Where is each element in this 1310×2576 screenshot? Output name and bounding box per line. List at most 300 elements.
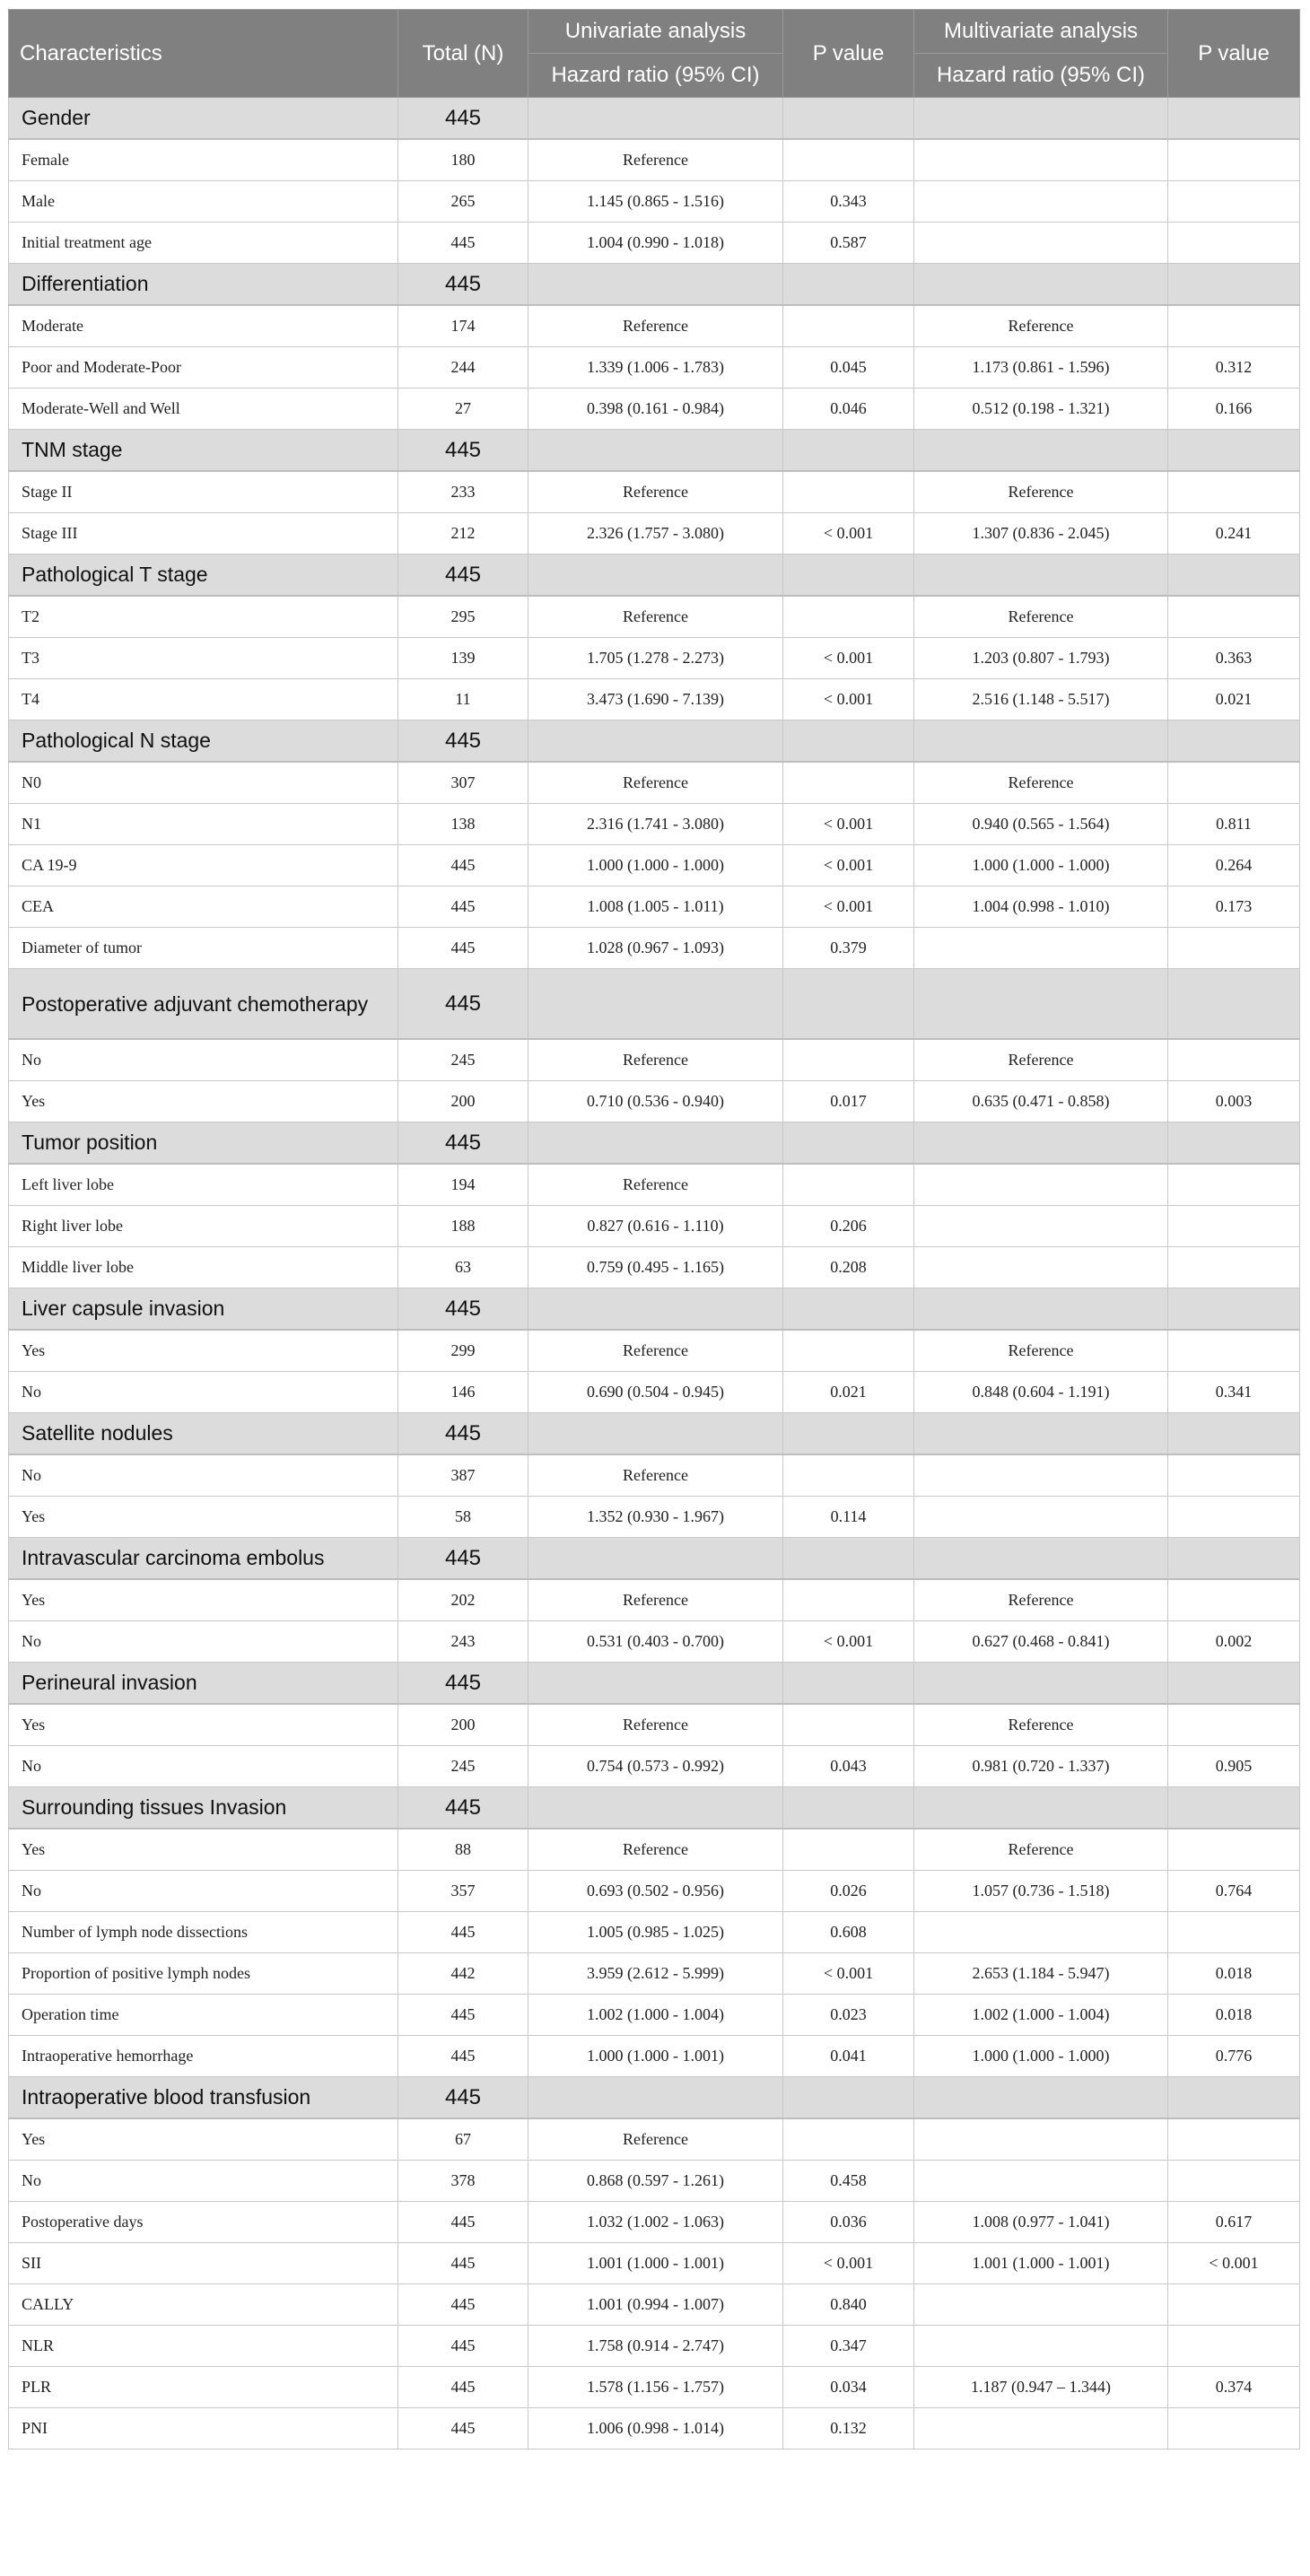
univariate-p-value-cell: 0.132 bbox=[783, 2408, 914, 2449]
multivariate-p-value-cell bbox=[1168, 596, 1300, 638]
table-row bbox=[9, 2243, 1300, 2284]
group-header-row bbox=[9, 969, 1300, 1040]
characteristic-cell: N1 bbox=[9, 804, 398, 845]
univariate-p-value-cell: < 0.001 bbox=[783, 679, 914, 720]
total-n-cell: 445 bbox=[398, 1538, 528, 1580]
header-univariate: Univariate analysis bbox=[528, 10, 783, 54]
total-n-cell: 445 bbox=[398, 554, 528, 597]
multivariate-p-value-cell bbox=[1168, 181, 1300, 223]
univariate-hazard-ratio-cell: Reference bbox=[528, 1454, 783, 1497]
characteristic-cell: Stage II bbox=[9, 471, 398, 513]
multivariate-hazard-ratio-cell bbox=[914, 1288, 1168, 1331]
univariate-hazard-ratio-cell: 3.959 (2.612 - 5.999) bbox=[528, 1953, 783, 1995]
table-row bbox=[9, 2284, 1300, 2326]
univariate-hazard-ratio-cell: Reference bbox=[528, 1579, 783, 1621]
characteristic-cell: Diameter of tumor bbox=[9, 928, 398, 969]
total-n-cell: 445 bbox=[398, 2284, 528, 2326]
univariate-p-value-cell: 0.036 bbox=[783, 2202, 914, 2243]
characteristic-cell: NLR bbox=[9, 2326, 398, 2367]
table-row bbox=[9, 804, 1300, 845]
multivariate-hazard-ratio-cell bbox=[914, 2408, 1168, 2449]
multivariate-p-value-cell bbox=[1168, 1330, 1300, 1372]
table-row bbox=[9, 1621, 1300, 1663]
univariate-hazard-ratio-cell bbox=[528, 264, 783, 306]
total-n-cell: 445 bbox=[398, 2408, 528, 2449]
univariate-p-value-cell bbox=[783, 1330, 914, 1372]
characteristic-cell: Yes bbox=[9, 1704, 398, 1746]
univariate-hazard-ratio-cell: 0.868 (0.597 - 1.261) bbox=[528, 2161, 783, 2202]
characteristic-cell: No bbox=[9, 1372, 398, 1413]
total-n-cell: 387 bbox=[398, 1454, 528, 1497]
characteristic-cell: Pathological T stage bbox=[9, 554, 398, 597]
multivariate-hazard-ratio-cell bbox=[914, 1247, 1168, 1288]
total-n-cell: 307 bbox=[398, 762, 528, 804]
univariate-p-value-cell bbox=[783, 969, 914, 1040]
univariate-p-value-cell: 0.021 bbox=[783, 1372, 914, 1413]
multivariate-p-value-cell bbox=[1168, 1164, 1300, 1206]
univariate-hazard-ratio-cell bbox=[528, 1663, 783, 1705]
group-header-row bbox=[9, 98, 1300, 140]
characteristic-cell: T3 bbox=[9, 638, 398, 679]
table-row bbox=[9, 181, 1300, 223]
table-row bbox=[9, 1995, 1300, 2036]
multivariate-hazard-ratio-cell: 0.940 (0.565 - 1.564) bbox=[914, 804, 1168, 845]
multivariate-hazard-ratio-cell bbox=[914, 969, 1168, 1040]
univariate-hazard-ratio-cell bbox=[528, 720, 783, 763]
total-n-cell: 445 bbox=[398, 2367, 528, 2408]
header-multivariate-p-value: P value bbox=[1168, 10, 1300, 98]
multivariate-hazard-ratio-cell bbox=[914, 1206, 1168, 1247]
multivariate-p-value-cell bbox=[1168, 471, 1300, 513]
univariate-p-value-cell: 0.347 bbox=[783, 2326, 914, 2367]
header-univariate-hazard-ratio: Hazard ratio (95% CI) bbox=[528, 54, 783, 98]
table-body bbox=[9, 98, 1300, 2449]
multivariate-hazard-ratio-cell bbox=[914, 1787, 1168, 1829]
characteristic-cell: No bbox=[9, 1746, 398, 1787]
characteristic-cell: SII bbox=[9, 2243, 398, 2284]
table-row bbox=[9, 1330, 1300, 1372]
total-n-cell: 442 bbox=[398, 1953, 528, 1995]
univariate-hazard-ratio-cell: 2.316 (1.741 - 3.080) bbox=[528, 804, 783, 845]
multivariate-hazard-ratio-cell bbox=[914, 1538, 1168, 1580]
multivariate-hazard-ratio-cell bbox=[914, 181, 1168, 223]
table-row bbox=[9, 223, 1300, 264]
characteristic-cell: Postoperative adjuvant chemotherapy bbox=[9, 969, 398, 1040]
univariate-p-value-cell bbox=[783, 305, 914, 347]
univariate-p-value-cell: < 0.001 bbox=[783, 886, 914, 928]
table-row bbox=[9, 1746, 1300, 1787]
multivariate-hazard-ratio-cell: 1.000 (1.000 - 1.000) bbox=[914, 845, 1168, 886]
univariate-hazard-ratio-cell: 1.001 (1.000 - 1.001) bbox=[528, 2243, 783, 2284]
multivariate-p-value-cell bbox=[1168, 139, 1300, 181]
characteristic-cell: Intraoperative hemorrhage bbox=[9, 2036, 398, 2077]
multivariate-p-value-cell: 0.018 bbox=[1168, 1953, 1300, 1995]
multivariate-p-value-cell bbox=[1168, 1787, 1300, 1829]
univariate-p-value-cell bbox=[783, 1829, 914, 1871]
table-row bbox=[9, 1164, 1300, 1206]
multivariate-p-value-cell: 0.776 bbox=[1168, 2036, 1300, 2077]
multivariate-p-value-cell: 0.363 bbox=[1168, 638, 1300, 679]
total-n-cell: 445 bbox=[398, 720, 528, 763]
univariate-hazard-ratio-cell: Reference bbox=[528, 1330, 783, 1372]
characteristic-cell: Yes bbox=[9, 1497, 398, 1538]
univariate-p-value-cell: 0.026 bbox=[783, 1871, 914, 1912]
univariate-p-value-cell bbox=[783, 2077, 914, 2119]
univariate-p-value-cell: < 0.001 bbox=[783, 1621, 914, 1663]
table-row bbox=[9, 2118, 1300, 2161]
total-n-cell: 200 bbox=[398, 1081, 528, 1122]
characteristic-cell: Operation time bbox=[9, 1995, 398, 2036]
multivariate-hazard-ratio-cell bbox=[914, 98, 1168, 140]
table-row bbox=[9, 2036, 1300, 2077]
total-n-cell: 200 bbox=[398, 1704, 528, 1746]
multivariate-hazard-ratio-cell bbox=[914, 2161, 1168, 2202]
group-header-row bbox=[9, 1413, 1300, 1455]
multivariate-p-value-cell bbox=[1168, 1206, 1300, 1247]
multivariate-hazard-ratio-cell bbox=[914, 1663, 1168, 1705]
multivariate-hazard-ratio-cell: 0.635 (0.471 - 0.858) bbox=[914, 1081, 1168, 1122]
table-row bbox=[9, 1454, 1300, 1497]
univariate-hazard-ratio-cell: 1.339 (1.006 - 1.783) bbox=[528, 347, 783, 389]
univariate-hazard-ratio-cell: Reference bbox=[528, 1039, 783, 1081]
univariate-p-value-cell bbox=[783, 1704, 914, 1746]
univariate-p-value-cell: 0.587 bbox=[783, 223, 914, 264]
univariate-p-value-cell: 0.034 bbox=[783, 2367, 914, 2408]
multivariate-p-value-cell: < 0.001 bbox=[1168, 2243, 1300, 2284]
characteristic-cell: Satellite nodules bbox=[9, 1413, 398, 1455]
total-n-cell: 58 bbox=[398, 1497, 528, 1538]
group-header-row bbox=[9, 1663, 1300, 1705]
total-n-cell: 445 bbox=[398, 1122, 528, 1165]
multivariate-hazard-ratio-cell: 1.008 (0.977 - 1.041) bbox=[914, 2202, 1168, 2243]
univariate-hazard-ratio-cell: 0.690 (0.504 - 0.945) bbox=[528, 1372, 783, 1413]
multivariate-hazard-ratio-cell bbox=[914, 1413, 1168, 1455]
header-multivariate-hazard-ratio: Hazard ratio (95% CI) bbox=[914, 54, 1168, 98]
group-header-row bbox=[9, 720, 1300, 763]
univariate-p-value-cell: 0.208 bbox=[783, 1247, 914, 1288]
univariate-p-value-cell bbox=[783, 2118, 914, 2161]
multivariate-hazard-ratio-cell: Reference bbox=[914, 1039, 1168, 1081]
univariate-hazard-ratio-cell: 0.759 (0.495 - 1.165) bbox=[528, 1247, 783, 1288]
total-n-cell: 445 bbox=[398, 1787, 528, 1829]
multivariate-p-value-cell bbox=[1168, 98, 1300, 140]
multivariate-hazard-ratio-cell bbox=[914, 430, 1168, 472]
total-n-cell: 445 bbox=[398, 928, 528, 969]
multivariate-p-value-cell bbox=[1168, 1912, 1300, 1953]
multivariate-p-value-cell bbox=[1168, 1413, 1300, 1455]
total-n-cell: 445 bbox=[398, 1995, 528, 2036]
univariate-p-value-cell bbox=[783, 430, 914, 472]
characteristic-cell: Male bbox=[9, 181, 398, 223]
table-row bbox=[9, 347, 1300, 389]
multivariate-hazard-ratio-cell: Reference bbox=[914, 471, 1168, 513]
univariate-p-value-cell bbox=[783, 471, 914, 513]
univariate-hazard-ratio-cell bbox=[528, 554, 783, 597]
characteristic-cell: Number of lymph node dissections bbox=[9, 1912, 398, 1953]
characteristic-cell: Surrounding tissues Invasion bbox=[9, 1787, 398, 1829]
table-row bbox=[9, 1372, 1300, 1413]
table-row bbox=[9, 139, 1300, 181]
univariate-hazard-ratio-cell bbox=[528, 1413, 783, 1455]
table-header bbox=[9, 10, 1300, 98]
multivariate-p-value-cell bbox=[1168, 305, 1300, 347]
univariate-p-value-cell: 0.608 bbox=[783, 1912, 914, 1953]
table-row bbox=[9, 1039, 1300, 1081]
multivariate-hazard-ratio-cell: 0.981 (0.720 - 1.337) bbox=[914, 1746, 1168, 1787]
multivariate-hazard-ratio-cell: 0.848 (0.604 - 1.191) bbox=[914, 1372, 1168, 1413]
characteristic-cell: Initial treatment age bbox=[9, 223, 398, 264]
total-n-cell: 146 bbox=[398, 1372, 528, 1413]
multivariate-p-value-cell bbox=[1168, 1247, 1300, 1288]
multivariate-hazard-ratio-cell bbox=[914, 223, 1168, 264]
table-row bbox=[9, 886, 1300, 928]
univariate-hazard-ratio-cell: 1.000 (1.000 - 1.000) bbox=[528, 845, 783, 886]
univariate-hazard-ratio-cell bbox=[528, 969, 783, 1040]
univariate-hazard-ratio-cell bbox=[528, 1288, 783, 1331]
characteristic-cell: No bbox=[9, 2161, 398, 2202]
multivariate-hazard-ratio-cell: Reference bbox=[914, 762, 1168, 804]
table-row bbox=[9, 2408, 1300, 2449]
univariate-p-value-cell: 0.379 bbox=[783, 928, 914, 969]
characteristic-cell: Intraoperative blood transfusion bbox=[9, 2077, 398, 2119]
univariate-hazard-ratio-cell bbox=[528, 1538, 783, 1580]
multivariate-p-value-cell bbox=[1168, 1704, 1300, 1746]
characteristic-cell: TNM stage bbox=[9, 430, 398, 472]
total-n-cell: 299 bbox=[398, 1330, 528, 1372]
total-n-cell: 295 bbox=[398, 596, 528, 638]
multivariate-hazard-ratio-cell bbox=[914, 720, 1168, 763]
total-n-cell: 445 bbox=[398, 2202, 528, 2243]
multivariate-hazard-ratio-cell: 1.307 (0.836 - 2.045) bbox=[914, 513, 1168, 554]
characteristic-cell: Moderate bbox=[9, 305, 398, 347]
univariate-p-value-cell bbox=[783, 1787, 914, 1829]
univariate-p-value-cell: 0.017 bbox=[783, 1081, 914, 1122]
univariate-hazard-ratio-cell bbox=[528, 430, 783, 472]
multivariate-p-value-cell: 0.003 bbox=[1168, 1081, 1300, 1122]
total-n-cell: 445 bbox=[398, 969, 528, 1040]
multivariate-p-value-cell bbox=[1168, 1039, 1300, 1081]
characteristic-cell: Proportion of positive lymph nodes bbox=[9, 1953, 398, 1995]
characteristic-cell: Intravascular carcinoma embolus bbox=[9, 1538, 398, 1580]
characteristic-cell: Postoperative days bbox=[9, 2202, 398, 2243]
total-n-cell: 445 bbox=[398, 1288, 528, 1331]
total-n-cell: 445 bbox=[398, 2077, 528, 2119]
group-header-row bbox=[9, 1787, 1300, 1829]
multivariate-hazard-ratio-cell: 1.187 (0.947 – 1.344) bbox=[914, 2367, 1168, 2408]
multivariate-p-value-cell: 0.002 bbox=[1168, 1621, 1300, 1663]
multivariate-hazard-ratio-cell: 2.653 (1.184 - 5.947) bbox=[914, 1953, 1168, 1995]
table-row bbox=[9, 2161, 1300, 2202]
total-n-cell: 445 bbox=[398, 430, 528, 472]
group-header-row bbox=[9, 264, 1300, 306]
multivariate-p-value-cell bbox=[1168, 2284, 1300, 2326]
univariate-p-value-cell: 0.023 bbox=[783, 1995, 914, 2036]
table-row bbox=[9, 471, 1300, 513]
total-n-cell: 212 bbox=[398, 513, 528, 554]
univariate-p-value-cell bbox=[783, 1039, 914, 1081]
characteristic-cell: Yes bbox=[9, 1829, 398, 1871]
univariate-hazard-ratio-cell: 0.827 (0.616 - 1.110) bbox=[528, 1206, 783, 1247]
total-n-cell: 445 bbox=[398, 223, 528, 264]
characteristic-cell: Poor and Moderate-Poor bbox=[9, 347, 398, 389]
multivariate-hazard-ratio-cell: 1.173 (0.861 - 1.596) bbox=[914, 347, 1168, 389]
table-row bbox=[9, 1247, 1300, 1288]
multivariate-p-value-cell: 0.811 bbox=[1168, 804, 1300, 845]
univariate-p-value-cell: 0.046 bbox=[783, 389, 914, 430]
total-n-cell: 244 bbox=[398, 347, 528, 389]
univariate-hazard-ratio-cell: Reference bbox=[528, 471, 783, 513]
univariate-hazard-ratio-cell: Reference bbox=[528, 1829, 783, 1871]
multivariate-p-value-cell: 0.018 bbox=[1168, 1995, 1300, 2036]
univariate-p-value-cell bbox=[783, 1122, 914, 1165]
total-n-cell: 138 bbox=[398, 804, 528, 845]
univariate-hazard-ratio-cell: 2.326 (1.757 - 3.080) bbox=[528, 513, 783, 554]
characteristic-cell: CALLY bbox=[9, 2284, 398, 2326]
univariate-hazard-ratio-cell: 1.352 (0.930 - 1.967) bbox=[528, 1497, 783, 1538]
multivariate-hazard-ratio-cell: Reference bbox=[914, 1704, 1168, 1746]
multivariate-p-value-cell bbox=[1168, 928, 1300, 969]
table-row bbox=[9, 679, 1300, 720]
multivariate-p-value-cell bbox=[1168, 1454, 1300, 1497]
group-header-row bbox=[9, 1538, 1300, 1580]
table-row bbox=[9, 1206, 1300, 1247]
total-n-cell: 194 bbox=[398, 1164, 528, 1206]
univariate-hazard-ratio-cell: 1.002 (1.000 - 1.004) bbox=[528, 1995, 783, 2036]
characteristic-cell: Yes bbox=[9, 2118, 398, 2161]
multivariate-p-value-cell: 0.764 bbox=[1168, 1871, 1300, 1912]
multivariate-p-value-cell bbox=[1168, 2161, 1300, 2202]
characteristic-cell: Differentiation bbox=[9, 264, 398, 306]
header-characteristics: Characteristics bbox=[9, 10, 398, 98]
table-row bbox=[9, 928, 1300, 969]
total-n-cell: 445 bbox=[398, 2243, 528, 2284]
multivariate-hazard-ratio-cell: Reference bbox=[914, 596, 1168, 638]
univariate-hazard-ratio-cell: Reference bbox=[528, 1164, 783, 1206]
characteristic-cell: T2 bbox=[9, 596, 398, 638]
total-n-cell: 245 bbox=[398, 1039, 528, 1081]
total-n-cell: 243 bbox=[398, 1621, 528, 1663]
univariate-hazard-ratio-cell bbox=[528, 1787, 783, 1829]
total-n-cell: 445 bbox=[398, 2326, 528, 2367]
univariate-p-value-cell bbox=[783, 762, 914, 804]
univariate-p-value-cell: 0.043 bbox=[783, 1746, 914, 1787]
characteristic-cell: Yes bbox=[9, 1081, 398, 1122]
univariate-hazard-ratio-cell bbox=[528, 2077, 783, 2119]
multivariate-p-value-cell bbox=[1168, 264, 1300, 306]
multivariate-hazard-ratio-cell bbox=[914, 1122, 1168, 1165]
univariate-hazard-ratio-cell: 1.000 (1.000 - 1.001) bbox=[528, 2036, 783, 2077]
univariate-p-value-cell: < 0.001 bbox=[783, 638, 914, 679]
univariate-p-value-cell: 0.206 bbox=[783, 1206, 914, 1247]
univariate-p-value-cell bbox=[783, 1579, 914, 1621]
group-header-row bbox=[9, 430, 1300, 472]
total-n-cell: 265 bbox=[398, 181, 528, 223]
total-n-cell: 445 bbox=[398, 264, 528, 306]
multivariate-p-value-cell: 0.264 bbox=[1168, 845, 1300, 886]
group-header-row bbox=[9, 1288, 1300, 1331]
total-n-cell: 180 bbox=[398, 139, 528, 181]
univariate-hazard-ratio-cell: 1.008 (1.005 - 1.011) bbox=[528, 886, 783, 928]
characteristic-cell: Moderate-Well and Well bbox=[9, 389, 398, 430]
total-n-cell: 445 bbox=[398, 845, 528, 886]
total-n-cell: 445 bbox=[398, 1413, 528, 1455]
characteristic-cell: Gender bbox=[9, 98, 398, 140]
table-row bbox=[9, 1953, 1300, 1995]
univariate-p-value-cell: 0.458 bbox=[783, 2161, 914, 2202]
univariate-p-value-cell bbox=[783, 1454, 914, 1497]
multivariate-hazard-ratio-cell bbox=[914, 1497, 1168, 1538]
multivariate-p-value-cell bbox=[1168, 2118, 1300, 2161]
total-n-cell: 67 bbox=[398, 2118, 528, 2161]
univariate-p-value-cell bbox=[783, 720, 914, 763]
multivariate-hazard-ratio-cell bbox=[914, 1454, 1168, 1497]
multivariate-hazard-ratio-cell bbox=[914, 1912, 1168, 1953]
multivariate-p-value-cell: 0.312 bbox=[1168, 347, 1300, 389]
multivariate-p-value-cell bbox=[1168, 2408, 1300, 2449]
characteristic-cell: CA 19-9 bbox=[9, 845, 398, 886]
total-n-cell: 202 bbox=[398, 1579, 528, 1621]
multivariate-p-value-cell: 0.905 bbox=[1168, 1746, 1300, 1787]
characteristic-cell: Yes bbox=[9, 1579, 398, 1621]
univariate-hazard-ratio-cell: 1.005 (0.985 - 1.025) bbox=[528, 1912, 783, 1953]
multivariate-p-value-cell bbox=[1168, 430, 1300, 472]
table-row bbox=[9, 1497, 1300, 1538]
multivariate-hazard-ratio-cell: 1.004 (0.998 - 1.010) bbox=[914, 886, 1168, 928]
multivariate-hazard-ratio-cell: 2.516 (1.148 - 5.517) bbox=[914, 679, 1168, 720]
table-row bbox=[9, 2202, 1300, 2243]
univariate-p-value-cell bbox=[783, 1164, 914, 1206]
univariate-hazard-ratio-cell: 0.531 (0.403 - 0.700) bbox=[528, 1621, 783, 1663]
univariate-hazard-ratio-cell: 1.145 (0.865 - 1.516) bbox=[528, 181, 783, 223]
characteristic-cell: Liver capsule invasion bbox=[9, 1288, 398, 1331]
univariate-p-value-cell bbox=[783, 139, 914, 181]
table-row bbox=[9, 1704, 1300, 1746]
table-row bbox=[9, 513, 1300, 554]
total-n-cell: 378 bbox=[398, 2161, 528, 2202]
univariate-p-value-cell: 0.343 bbox=[783, 181, 914, 223]
table-row bbox=[9, 638, 1300, 679]
multivariate-hazard-ratio-cell: 1.000 (1.000 - 1.000) bbox=[914, 2036, 1168, 2077]
group-header-row bbox=[9, 1122, 1300, 1165]
header-multivariate: Multivariate analysis bbox=[914, 10, 1168, 54]
multivariate-p-value-cell: 0.173 bbox=[1168, 886, 1300, 928]
characteristic-cell: Tumor position bbox=[9, 1122, 398, 1165]
characteristic-cell: T4 bbox=[9, 679, 398, 720]
univariate-p-value-cell: 0.114 bbox=[783, 1497, 914, 1538]
header-total: Total (N) bbox=[398, 10, 528, 98]
table-row bbox=[9, 845, 1300, 886]
table-row bbox=[9, 305, 1300, 347]
multivariate-hazard-ratio-cell: 1.001 (1.000 - 1.001) bbox=[914, 2243, 1168, 2284]
multivariate-hazard-ratio-cell bbox=[914, 2077, 1168, 2119]
univariate-hazard-ratio-cell: 1.004 (0.990 - 1.018) bbox=[528, 223, 783, 264]
total-n-cell: 27 bbox=[398, 389, 528, 430]
multivariate-hazard-ratio-cell bbox=[914, 2284, 1168, 2326]
univariate-p-value-cell: 0.840 bbox=[783, 2284, 914, 2326]
multivariate-p-value-cell: 0.617 bbox=[1168, 2202, 1300, 2243]
multivariate-hazard-ratio-cell bbox=[914, 928, 1168, 969]
univariate-hazard-ratio-cell: 1.032 (1.002 - 1.063) bbox=[528, 2202, 783, 2243]
univariate-p-value-cell bbox=[783, 596, 914, 638]
univariate-hazard-ratio-cell: 1.001 (0.994 - 1.007) bbox=[528, 2284, 783, 2326]
univariate-p-value-cell: < 0.001 bbox=[783, 804, 914, 845]
multivariate-hazard-ratio-cell: 0.627 (0.468 - 0.841) bbox=[914, 1621, 1168, 1663]
characteristic-cell: No bbox=[9, 1039, 398, 1081]
multivariate-hazard-ratio-cell bbox=[914, 554, 1168, 597]
univariate-p-value-cell bbox=[783, 98, 914, 140]
total-n-cell: 445 bbox=[398, 1912, 528, 1953]
univariate-p-value-cell: < 0.001 bbox=[783, 513, 914, 554]
